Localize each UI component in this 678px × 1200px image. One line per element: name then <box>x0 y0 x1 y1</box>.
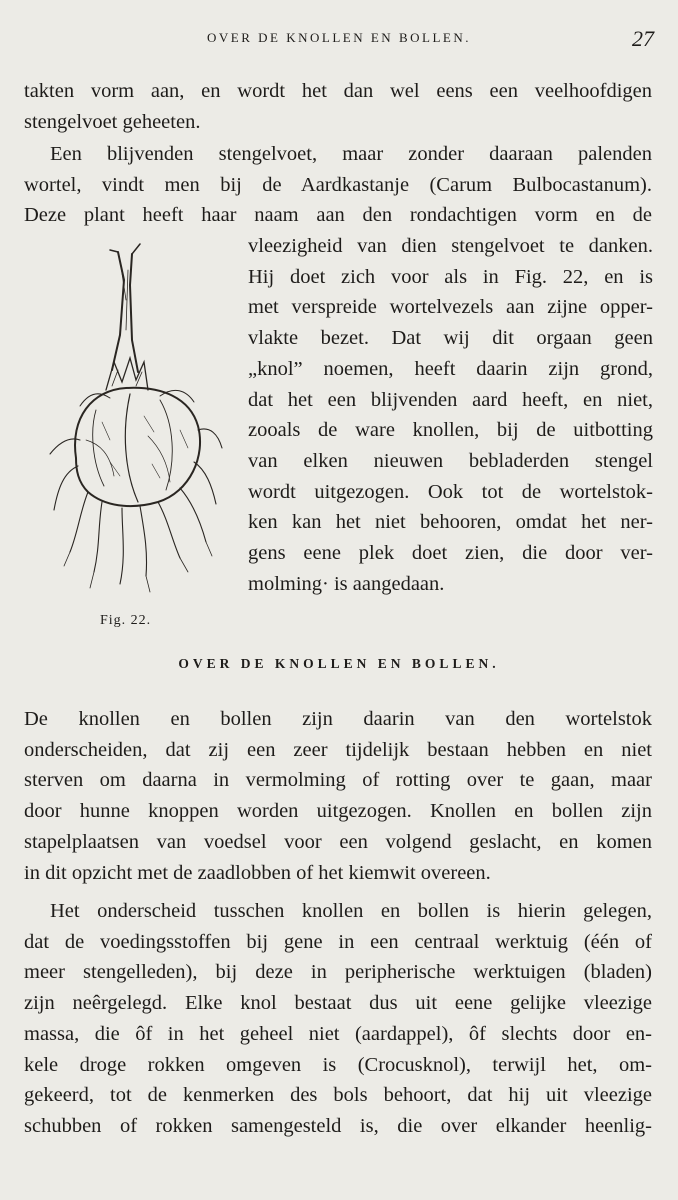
text-line: ken kan het niet behooren, omdat het ner- <box>248 511 653 534</box>
text-line: Het onderscheid tusschen knollen en bollen is hierin gelegen, <box>50 900 652 922</box>
text-line: De knollen en bollen zijn daarin van den wortelstok <box>24 708 652 730</box>
text-line: wordt uitgezogen. Ook tot de wortelstok- <box>248 480 653 503</box>
text-line: „knol” noemen, heeft daarin zijn grond, <box>248 357 653 380</box>
paragraph-4 <box>24 896 652 1142</box>
text-line: vleezigheid van dien stengelvoet te danken. <box>248 235 653 257</box>
text-line: gens eene plek doet zien, die door ver- <box>248 542 653 565</box>
figure-caption: Fig. 22. <box>100 613 152 628</box>
paragraph-1 <box>24 76 652 137</box>
tuber-illustration <box>40 240 230 600</box>
running-head: OVER DE KNOLLEN EN BOLLEN. <box>207 30 471 45</box>
paragraph-2-wrapped-text <box>248 231 653 599</box>
text-line: sterven om daarna in vermolming of rotting over te gaan, maar <box>24 769 652 792</box>
text-line: van elken nieuwen bebladerden stengel <box>248 449 653 472</box>
section-heading: OVER DE KNOLLEN EN BOLLEN. <box>178 656 500 671</box>
text-line: Hij doet zich voor als in Fig. 22, en is <box>248 265 653 288</box>
bulbocastanum-tuber-drawing <box>40 240 230 600</box>
text-line: dat de voedingsstoffen bij gene in een centraal werktuig (één of <box>24 930 652 953</box>
text-line: onderscheiden, dat zij een zeer tijdelijk bestaan hebben en niet <box>24 738 652 761</box>
text-line: meer stengelleden), bij deze in peripherische werktuigen (bladen) <box>24 961 652 984</box>
text-line: Een blijvenden stengelvoet, maar zonder daaraan palenden <box>50 143 652 165</box>
text-line: zooals de ware knollen, bij de uitbotting <box>248 419 653 442</box>
text-line: zijn neêrgelegd. Elke knol bestaat dus uit eene gelijke vleezige <box>24 992 652 1015</box>
text-line: gekeerd, tot de kenmerken des bols behoort, dat hij uit vleezige <box>24 1084 652 1107</box>
text-line: met verspreide wortelvezels aan zijne opper- <box>248 296 653 319</box>
text-line: wortel, vindt men bij de Aardkastanje (Carum Bulbocastanum). <box>24 173 652 196</box>
page-number: 27 <box>632 26 654 51</box>
text-line: Deze plant heeft haar naam aan den rondachtigen vorm en de <box>24 204 652 227</box>
text-line: takten vorm aan, en wordt het dan wel eens een veelhoofdigen <box>24 80 652 102</box>
text-line: dat het een blijvenden aard heeft, en niet, <box>248 388 653 411</box>
text-line: door hunne knoppen worden uitgezogen. Knollen en bollen zijn <box>24 800 652 823</box>
text-line: vlakte bezet. Dat wij dit orgaan geen <box>248 327 653 350</box>
text-line: molming· is aangedaan. <box>248 572 445 595</box>
text-line: schubben of rokken samengesteld is, die over elkander heenlig- <box>24 1114 652 1137</box>
text-line: kele droge rokken omgeven is (Crocusknol), terwijl het, om- <box>24 1053 652 1076</box>
paragraph-2 <box>24 139 652 231</box>
text-line: stapelplaatsen van voedsel voor een volgend geslacht, en komen <box>24 830 652 853</box>
text-line: in dit opzicht met de zaadlobben of het kiemwit overeen. <box>24 861 491 884</box>
text-line: stengelvoet geheeten. <box>24 110 201 133</box>
text-line: massa, die ôf in het geheel niet (aardappel), ôf slechts door en- <box>24 1022 652 1045</box>
paragraph-3 <box>24 704 652 888</box>
